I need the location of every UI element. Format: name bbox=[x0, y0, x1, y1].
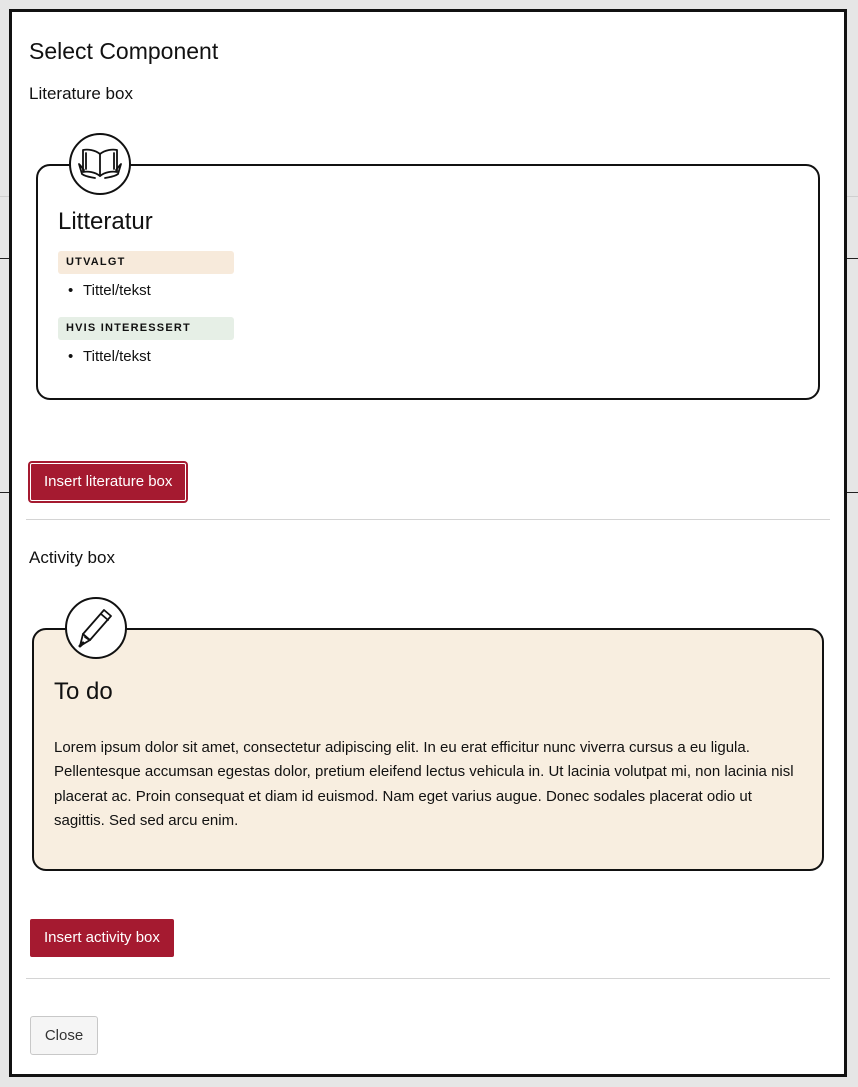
list-item: • Tittel/tekst bbox=[83, 282, 151, 299]
literature-box-preview bbox=[36, 164, 820, 400]
pencil-icon bbox=[65, 597, 127, 659]
background-divider bbox=[0, 258, 9, 259]
activity-box-preview bbox=[32, 628, 824, 871]
insert-literature-box-button[interactable]: Insert literature box bbox=[30, 463, 186, 501]
activity-box-heading: To do bbox=[54, 678, 113, 705]
open-book-icon bbox=[69, 133, 131, 195]
section-divider bbox=[26, 519, 830, 520]
activity-section-label: Activity box bbox=[29, 548, 115, 567]
tag-utvalgt: UTVALGT bbox=[58, 251, 234, 274]
dialog-title: Select Component bbox=[29, 38, 219, 64]
literature-section-label: Literature box bbox=[29, 84, 133, 103]
tag-hvis-interessert: HVIS INTERESSERT bbox=[58, 317, 234, 340]
list-item: • Tittel/tekst bbox=[83, 348, 151, 365]
insert-activity-box-button[interactable]: Insert activity box bbox=[30, 919, 174, 957]
select-component-dialog bbox=[9, 9, 847, 1077]
close-button[interactable]: Close bbox=[30, 1016, 98, 1055]
activity-box-body: Lorem ipsum dolor sit amet, consectetur adipiscing elit. In eu erat efficitur nunc viverra cursus a eu ligula. Pellentesque accumsan egestas dolor, pretium eleifend lectus vehicula in. Ut lacinia volutpat mi, non lacinia nisl placerat ac. Proin consequat et diam id euismod. Nam eget varius augue. Donec sodales placerat odio ut sagittis. Sed sed arcu enim. bbox=[54, 739, 794, 829]
background-divider bbox=[0, 492, 9, 493]
section-divider bbox=[26, 978, 830, 979]
background-divider bbox=[0, 196, 9, 197]
literature-box-heading: Litteratur bbox=[58, 208, 153, 235]
